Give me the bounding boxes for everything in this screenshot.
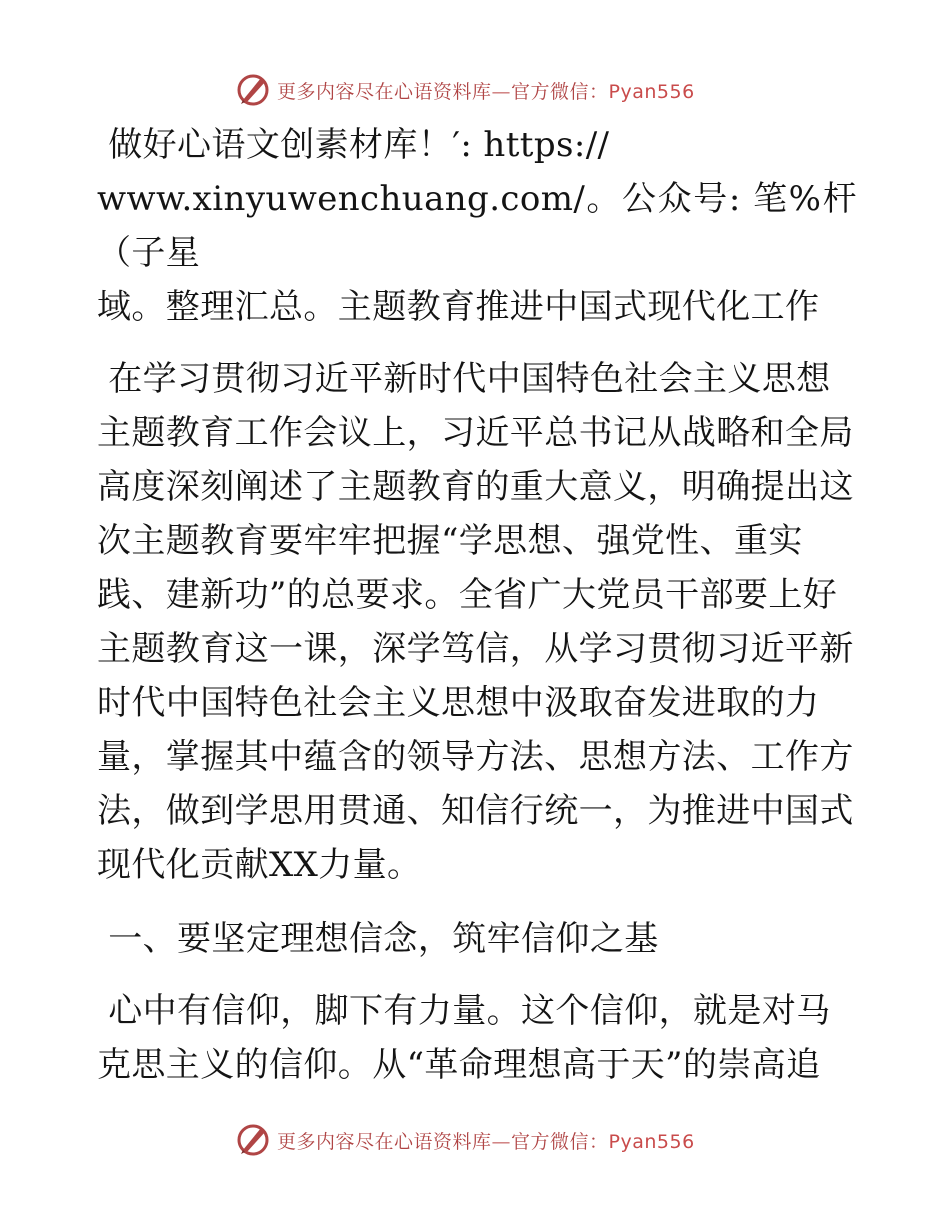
quill-logo-icon [235, 1122, 271, 1158]
section-heading: 一、要坚定理想信念，筑牢信仰之基 [97, 919, 659, 959]
quill-logo-icon [235, 72, 271, 108]
watermark-brand: 更多内容尽在心语资料库 [277, 1130, 492, 1153]
watermark-account-label: 官方微信： [511, 1130, 609, 1153]
document-body [97, 118, 857, 1092]
watermark-separator: — [491, 1130, 512, 1153]
watermark-account-label: 官方微信： [511, 80, 609, 103]
body-paragraph: 在学习贯彻习近平新时代中国特色社会主义思想 主题教育工作会议上，习近平总书记从战略和全局 高度深刻阐述了主题教育的重大意义，明确提出这 次主题教育要牢牢把握“学思想、强党性、重实 践、建新功”的总要求。全省广大党员干部要上好 主题教育这一课，深学笃信，从学习贯彻习近平新 时代中国特色社会主义思想中汲取奋发进取的力 量，掌握其中蕴含的领导方法、思想方法、工作方 法，做到学思用贯通、知信行统一，为推进中国式 现代化贡献XX力量。 [97, 359, 854, 885]
body-paragraph-2: 心中有信仰，脚下有力量。这个信仰，就是对马 克思主义的信仰。从“革命理想高于天”的崇高追 [97, 991, 831, 1085]
watermark-banner-bottom [235, 1120, 695, 1160]
watermark-brand: 更多内容尽在心语资料库 [277, 80, 492, 103]
watermark-account: Pyan556 [608, 80, 695, 103]
watermark-separator: — [491, 80, 512, 103]
watermark-text [277, 77, 695, 104]
intro-paragraph: 做好心语文创素材库！′: https:// www.xinyuwenchuang.com/。公众号: 笔%杆（子星 域。整理汇总。主题教育推进中国式现代化工作 [97, 125, 857, 327]
watermark-text [277, 1127, 695, 1154]
watermark-banner-top [235, 70, 695, 110]
watermark-account: Pyan556 [608, 1130, 695, 1153]
